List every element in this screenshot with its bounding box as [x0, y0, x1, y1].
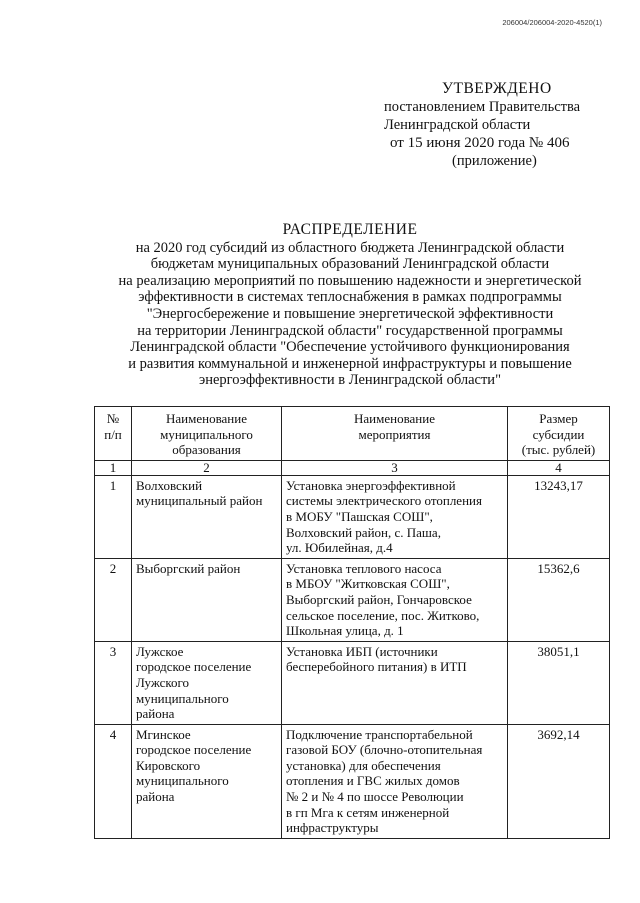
- document-registration-number: 206004/206004-2020-4520(1): [502, 18, 602, 27]
- activity-line: Волховский район, с. Паша,: [286, 524, 441, 540]
- activity-description: [282, 475, 508, 558]
- table-row: [95, 558, 610, 641]
- activity-line: сельское поселение, пос. Житково,: [286, 607, 480, 623]
- document-heading: [100, 222, 600, 389]
- municipality-line: Лужского: [136, 674, 190, 690]
- activity-description: [282, 641, 508, 724]
- subsidy-amount: 15362,6: [508, 558, 610, 641]
- column-number-row: [95, 460, 610, 475]
- document-title: РАСПРЕДЕЛЕНИЕ: [282, 221, 418, 238]
- activity-line: системы электрического отопления: [286, 493, 482, 509]
- municipality-line: района: [136, 789, 175, 805]
- subsidy-amount: 38051,1: [508, 641, 610, 724]
- municipality-line: Кировского: [136, 757, 201, 773]
- header-municipality: Наименование муниципального образования: [132, 407, 282, 461]
- heading-line: и развития коммунальной и инженерной инфраструктуры и повышение: [128, 355, 572, 372]
- municipality-line: Лужское: [136, 643, 184, 659]
- approval-line: Ленинградской области: [384, 117, 531, 133]
- column-number: 3: [282, 460, 508, 475]
- activity-line: № 2 и № 4 по шоссе Революции: [286, 789, 464, 805]
- municipality-line: Мгинское: [136, 726, 191, 742]
- heading-line: эффективности в системах теплоснабжения в рамках подпрограммы: [138, 289, 562, 306]
- table-header-row: [95, 407, 610, 461]
- heading-line: на реализацию мероприятий по повышению надежности и энергетической: [118, 272, 582, 289]
- activity-line: газовой БОУ (блочно-отопительная: [286, 742, 483, 758]
- municipality-line: муниципального: [136, 773, 229, 789]
- municipality-line: Волховский: [136, 477, 203, 493]
- subsidy-amount: 13243,17: [508, 475, 610, 558]
- heading-line: бюджетам муниципальных образований Ленинградской области: [150, 256, 550, 273]
- activity-line: в гп Мга к сетям инженерной: [286, 804, 450, 820]
- row-number: 4: [95, 724, 132, 838]
- municipality-line: района: [136, 706, 175, 722]
- activity-line: инфраструктуры: [286, 820, 379, 836]
- municipality-name: [132, 475, 282, 558]
- header-number: № п/п: [95, 407, 132, 461]
- municipality-line: муниципального: [136, 690, 229, 706]
- table-row: [95, 475, 610, 558]
- municipality-name: [132, 724, 282, 838]
- subsidy-distribution-table: [94, 406, 610, 839]
- header-activity: Наименование мероприятия: [282, 407, 508, 461]
- activity-line: Установка теплового насоса: [286, 560, 442, 576]
- table-row: [95, 724, 610, 838]
- approval-line: постановлением Правительства: [384, 99, 581, 115]
- activity-line: отопления и ГВС жилых домов: [286, 773, 460, 789]
- approval-date: от 15 июня 2020 года № 406: [390, 135, 570, 151]
- header-amount: Размер субсидии (тыс. рублей): [508, 407, 610, 461]
- heading-line: энергоэффективности в Ленинградской области": [199, 372, 501, 389]
- table-row: [95, 641, 610, 724]
- heading-line: на территории Ленинградской области" государственной программы: [137, 322, 563, 339]
- activity-line: в МОБУ "Пашская СОШ",: [286, 508, 433, 524]
- municipality-line: Выборгский район: [136, 560, 241, 576]
- activity-line: бесперебойного питания) в ИТП: [286, 659, 467, 675]
- municipality-name: [132, 641, 282, 724]
- activity-line: в МБОУ "Житковская СОШ",: [286, 576, 450, 592]
- municipality-line: городское поселение: [136, 659, 252, 675]
- row-number: 3: [95, 641, 132, 724]
- activity-line: Установка энергоэффективной: [286, 477, 456, 493]
- municipality-line: городское поселение: [136, 742, 252, 758]
- activity-description: [282, 558, 508, 641]
- approval-note: (приложение): [452, 153, 537, 169]
- heading-line: на 2020 год субсидий из областного бюджета Ленинградской области: [135, 239, 565, 256]
- activity-description: [282, 724, 508, 838]
- municipality-name: [132, 558, 282, 641]
- row-number: 1: [95, 475, 132, 558]
- activity-line: Подключение транспортабельной: [286, 726, 473, 742]
- municipality-line: муниципальный район: [136, 493, 263, 509]
- approval-stamp: [384, 80, 624, 170]
- activity-line: Выборгский район, Гончаровское: [286, 591, 472, 607]
- subsidy-amount: 3692,14: [508, 724, 610, 838]
- activity-line: Школьная улица, д. 1: [286, 623, 404, 639]
- heading-line: "Энергосбережение и повышение энергетической эффективности: [146, 305, 554, 322]
- approval-title: УТВЕРЖДЕНО: [442, 80, 552, 97]
- column-number: 1: [95, 460, 132, 475]
- activity-line: Установка ИБП (источники: [286, 643, 438, 659]
- row-number: 2: [95, 558, 132, 641]
- column-number: 2: [132, 460, 282, 475]
- column-number: 4: [508, 460, 610, 475]
- heading-line: Ленинградской области "Обеспечение устойчивого функционирования: [130, 339, 570, 356]
- activity-line: ул. Юбилейная, д.4: [286, 540, 393, 556]
- activity-line: установка) для обеспечения: [286, 757, 441, 773]
